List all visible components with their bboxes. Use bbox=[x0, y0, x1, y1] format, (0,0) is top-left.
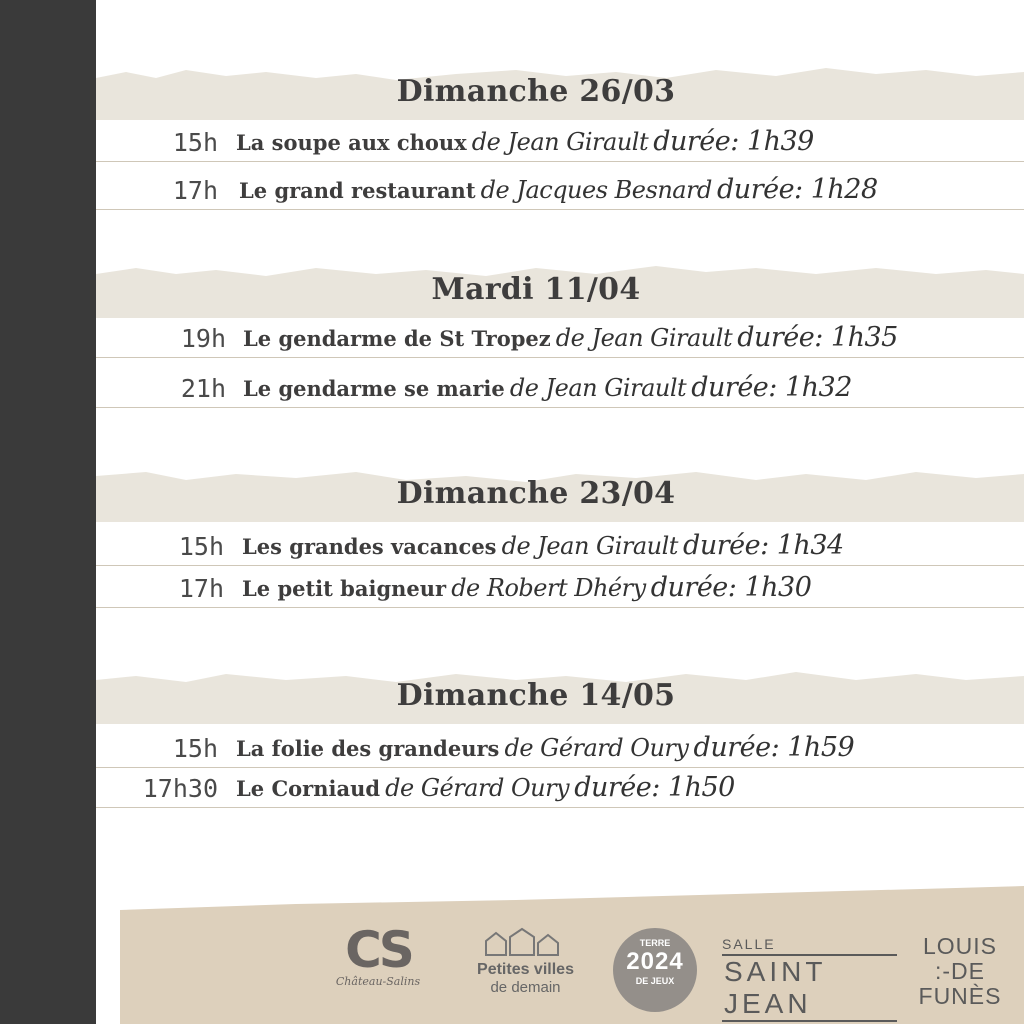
film-duration: durée: 1h34 bbox=[683, 530, 844, 561]
day-header-band bbox=[96, 262, 1024, 322]
film-title: La folie des grandeurs bbox=[236, 736, 500, 761]
chateau-salins-logo bbox=[318, 921, 438, 1005]
terre-de-jeux-year: 2024 bbox=[626, 948, 684, 975]
film-line bbox=[243, 372, 860, 403]
row-rule bbox=[96, 357, 1024, 358]
row-rule bbox=[96, 407, 1024, 408]
film-duration: durée: 1h59 bbox=[693, 732, 855, 763]
louis-line2: :-DE bbox=[935, 958, 985, 984]
row-rule bbox=[96, 565, 1024, 566]
film-line bbox=[243, 322, 906, 353]
film-time: 15h bbox=[96, 128, 218, 157]
day-section-2 bbox=[96, 262, 1024, 432]
film-title: Le grand restaurant bbox=[239, 178, 476, 203]
terre-de-jeux-top: TERRE bbox=[639, 938, 671, 948]
film-time: 17h bbox=[96, 176, 218, 205]
day-header-band bbox=[96, 64, 1024, 124]
salle-saint-jean-logo bbox=[722, 936, 897, 1019]
petites-villes-line2: de demain bbox=[490, 979, 561, 996]
film-line bbox=[236, 732, 862, 763]
terre-de-jeux-logo bbox=[613, 928, 697, 1012]
film-duration: durée: 1h32 bbox=[691, 372, 852, 403]
film-time: 17h bbox=[102, 574, 224, 603]
day-header-band bbox=[96, 466, 1024, 526]
film-row bbox=[96, 772, 1024, 812]
film-title: Le petit baigneur bbox=[242, 576, 447, 601]
film-row bbox=[96, 126, 1024, 166]
film-director: de Robert Dhéry bbox=[451, 574, 646, 602]
film-director: de Jacques Besnard bbox=[480, 176, 712, 204]
film-time: 19h bbox=[104, 324, 226, 353]
film-director: de Jean Girault bbox=[509, 374, 687, 402]
left-sidebar bbox=[0, 0, 96, 1024]
film-duration: durée: 1h28 bbox=[717, 174, 878, 205]
row-rule bbox=[96, 209, 1024, 210]
terre-de-jeux-bottom: DE JEUX bbox=[635, 976, 675, 986]
louis-line3: FUNÈS bbox=[918, 983, 1002, 1009]
film-line bbox=[242, 572, 819, 603]
film-title: Le Corniaud bbox=[236, 776, 381, 801]
row-rule bbox=[96, 807, 1024, 808]
louis-de-funes-logo bbox=[912, 934, 1008, 1014]
film-director: de Jean Girault bbox=[471, 128, 649, 156]
film-title: Les grandes vacances bbox=[242, 534, 497, 559]
day-section-1 bbox=[96, 64, 1024, 234]
film-row bbox=[96, 372, 1024, 412]
film-director: de Gérard Oury bbox=[385, 774, 570, 802]
film-time: 15h bbox=[96, 734, 218, 763]
petites-villes-line1: Petites villes bbox=[477, 961, 574, 978]
film-time: 21h bbox=[104, 374, 226, 403]
film-duration: durée: 1h39 bbox=[653, 126, 814, 157]
film-line bbox=[239, 174, 886, 205]
film-row bbox=[96, 322, 1024, 362]
film-line bbox=[242, 530, 852, 561]
day-title: Mardi 11/04 bbox=[431, 272, 641, 307]
film-director: de Gérard Oury bbox=[504, 734, 689, 762]
film-line bbox=[236, 126, 822, 157]
cs-mark: CS bbox=[345, 921, 411, 979]
sponsor-footer bbox=[96, 870, 1024, 1024]
village-icon bbox=[476, 925, 576, 961]
row-rule bbox=[96, 607, 1024, 608]
day-header-band bbox=[96, 668, 1024, 728]
film-director: de Jean Girault bbox=[501, 532, 678, 560]
film-line bbox=[236, 772, 743, 803]
petites-villes-logo bbox=[458, 925, 593, 1005]
day-title: Dimanche 14/05 bbox=[396, 678, 676, 713]
day-title: Dimanche 26/03 bbox=[396, 74, 676, 109]
film-duration: durée: 1h35 bbox=[737, 322, 898, 353]
day-title: Dimanche 23/04 bbox=[396, 476, 676, 511]
film-director: de Jean Girault bbox=[555, 324, 733, 352]
film-row bbox=[96, 572, 1024, 612]
film-row bbox=[96, 732, 1024, 772]
salle-line2: SAINT JEAN bbox=[722, 954, 897, 1022]
film-row bbox=[96, 530, 1024, 570]
film-title: Le gendarme se marie bbox=[243, 376, 505, 401]
louis-line1: LOUIS bbox=[922, 933, 998, 959]
film-title: La soupe aux choux bbox=[236, 130, 467, 155]
salle-line1: SALLE bbox=[722, 936, 776, 952]
film-title: Le gendarme de St Tropez bbox=[243, 326, 551, 351]
film-row bbox=[96, 174, 1024, 214]
film-time: 15h bbox=[102, 532, 224, 561]
film-time: 17h30 bbox=[96, 774, 218, 803]
film-duration: durée: 1h30 bbox=[650, 572, 812, 603]
day-section-4 bbox=[96, 668, 1024, 838]
row-rule bbox=[96, 161, 1024, 162]
chateau-salins-name: Château-Salins bbox=[335, 975, 421, 988]
day-section-3 bbox=[96, 466, 1024, 636]
row-rule bbox=[96, 767, 1024, 768]
film-duration: durée: 1h50 bbox=[574, 772, 735, 803]
